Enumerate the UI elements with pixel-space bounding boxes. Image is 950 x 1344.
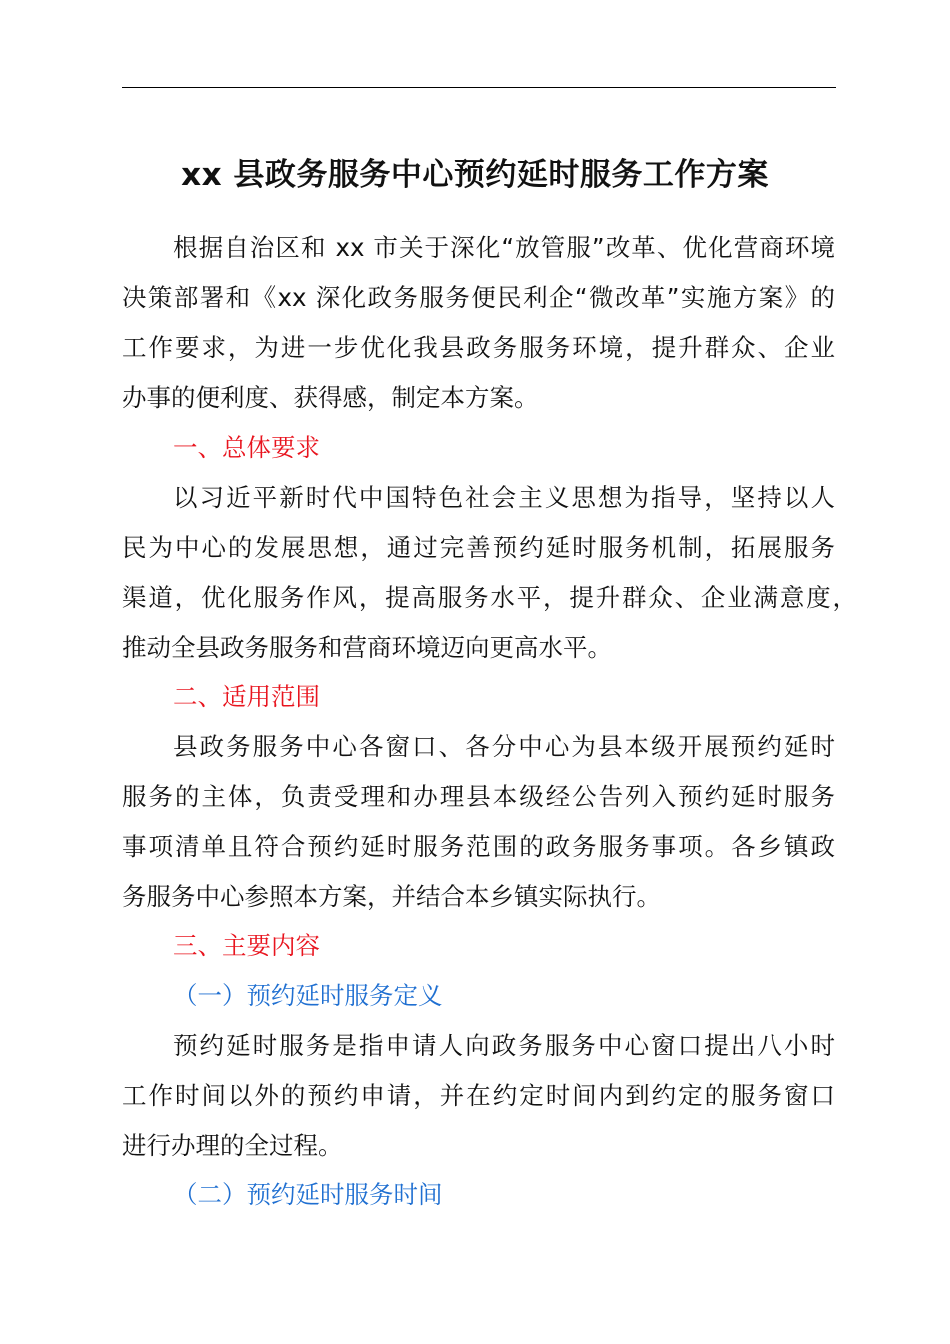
- section-3-sub-1-heading: （一）预约延时服务定义: [173, 981, 443, 1010]
- section-3-sub-1-line-2: 工作时间以外的预约申请，并在约定时间内到约定的服务窗口: [122, 1081, 835, 1110]
- section-2-line-2: 服务的主体，负责受理和办理县本级经公告列入预约延时服务: [122, 782, 835, 811]
- section-2-heading: 二、适用范围: [173, 682, 320, 711]
- header-rule: [122, 87, 836, 88]
- document-title: xx 县政务服务中心预约延时服务工作方案: [181, 157, 769, 193]
- section-2-line-4: 务服务中心参照本方案，并结合本乡镇实际执行。: [122, 882, 661, 911]
- section-2-line-1: 县政务服务中心各窗口、各分中心为县本级开展预约延时: [173, 732, 835, 761]
- section-1-line-1: 以习近平新时代中国特色社会主义思想为指导，坚持以人: [173, 483, 835, 512]
- intro-line-2: 决策部署和《xx 深化政务服务便民利企“微改革”实施方案》的: [122, 283, 835, 312]
- section-3-sub-1-line-1: 预约延时服务是指申请人向政务服务中心窗口提出八小时: [173, 1031, 835, 1060]
- intro-line-3: 工作要求，为进一步优化我县政务服务环境，提升群众、企业: [122, 333, 835, 362]
- intro-line-4: 办事的便利度、获得感，制定本方案。: [122, 383, 539, 412]
- intro-line-1: 根据自治区和 xx 市关于深化“放管服”改革、优化营商环境: [173, 233, 835, 262]
- section-1-line-2: 民为中心的发展思想，通过完善预约延时服务机制，拓展服务: [122, 533, 835, 562]
- section-1-heading: 一、总体要求: [173, 433, 320, 462]
- section-1-line-3: 渠道，优化服务作风，提高服务水平，提升群众、企业满意度，: [122, 583, 857, 612]
- section-2-line-3: 事项清单且符合预约延时服务范围的政务服务事项。各乡镇政: [122, 832, 835, 861]
- section-3-heading: 三、主要内容: [173, 931, 320, 960]
- section-3-sub-1-line-3: 进行办理的全过程。: [122, 1131, 343, 1160]
- section-1-line-4: 推动全县政务服务和营商环境迈向更高水平。: [122, 633, 612, 662]
- section-3-sub-2-heading: （二）预约延时服务时间: [173, 1180, 443, 1209]
